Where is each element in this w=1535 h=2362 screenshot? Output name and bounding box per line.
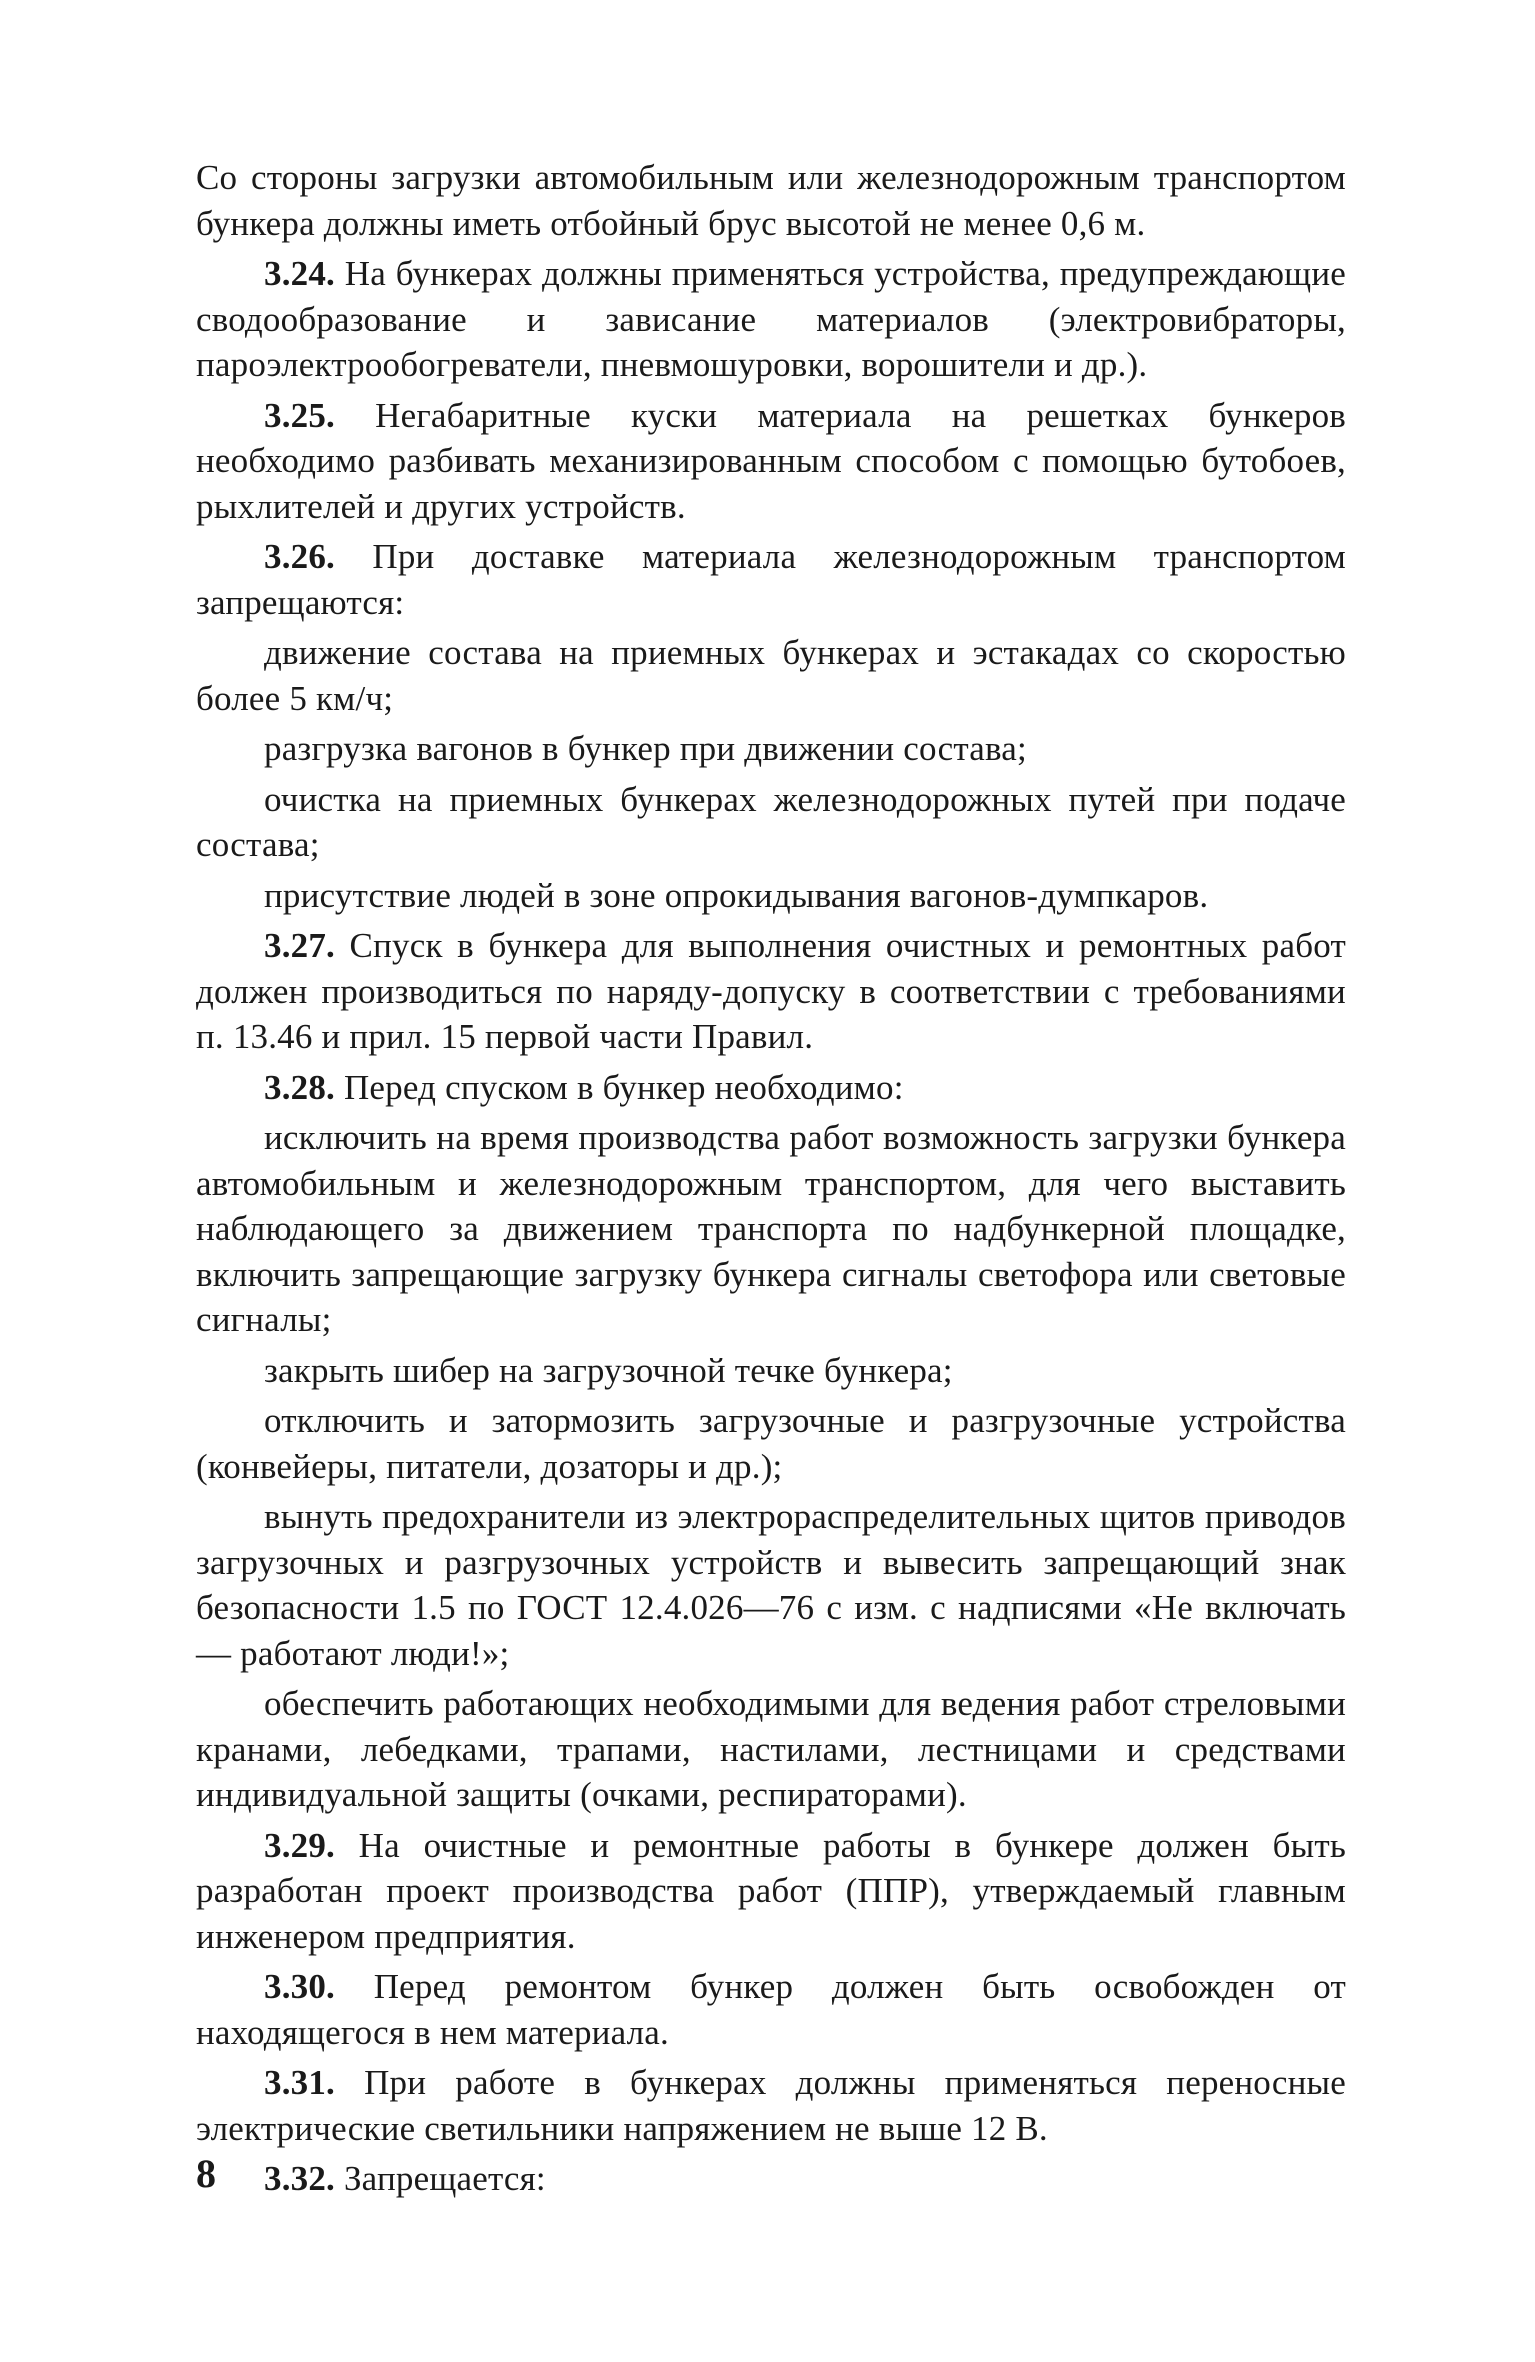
paragraph-3-24: 3.24. На бункерах должны применяться устройства, предупреждающие сводообразование и зависание материалов (электровибраторы, пароэлектрообогреватели, пневмошуровки, ворошители и др.). xyxy=(196,254,1346,384)
list-item-unloading-moving: разгрузка вагонов в бункер при движении состава; xyxy=(264,729,1027,768)
list-item-close-gate: закрыть шибер на загрузочной течке бункера; xyxy=(264,1350,953,1390)
list-item-exclude-loading: исключить на время производства работ возможность загрузки бункера автомобильным и железнодорожным транспортом, для чего выставить наблюдающего за движением транспорта по надбункерной площадке, включить запрещающие загрузку бункера сигналы светофора или световые сигналы; xyxy=(196,1118,1346,1339)
list-item-remove-fuses: вынуть предохранители из электрораспределительных щитов приводов загрузочных и разгрузочных устройств и вывесить запрещающий знак безопасности 1.5 по ГОСТ 12.4.026—76 с изм. с надписями «Не включать — работают люди!»; xyxy=(196,1497,1346,1673)
paragraph-3-25: 3.25. Негабаритные куски материала на решетках бункеров необходимо разбивать механизированным способом с помощью бутобоев, рыхлителей и других устройств. xyxy=(196,395,1346,526)
paragraph-3-31: 3.31. При работе в бункерах должны применяться переносные электрические светильники напряжением не выше 12 В. xyxy=(196,2063,1346,2148)
page-number: 8 xyxy=(196,2151,216,2196)
list-item-train-speed: движение состава на приемных бункерах и эстакадах со скоростью более 5 км/ч; xyxy=(196,633,1346,718)
paragraph-3-30: 3.30. Перед ремонтом бункер должен быть освобожден от находящегося в нем материала. xyxy=(196,1967,1346,2052)
list-item-track-cleaning: очистка на приемных бункерах железнодорожных путей при подаче состава; xyxy=(196,779,1346,864)
paragraph-3-26: 3.26. При доставке материала железнодорожным транспортом запрещаются: xyxy=(196,537,1346,622)
list-item-disable-devices: отключить и затормозить загрузочные и разгрузочные устройства (конвейеры, питатели, дозаторы и др.); xyxy=(196,1401,1346,1486)
page-body xyxy=(196,155,1346,2207)
paragraph-3-32: 3.32. Запрещается: xyxy=(264,2159,546,2198)
paragraph-3-28: 3.28. Перед спуском в бункер необходимо: xyxy=(264,1067,904,1107)
paragraph-3-29: 3.29. На очистные и ремонтные работы в бункере должен быть разработан проект производства работ (ППР), утверждаемый главным инженером предприятия. xyxy=(196,1825,1346,1956)
paragraph-3-27: 3.27. Спуск в бункера для выполнения очистных и ремонтных работ должен производиться по наряду-допуску в соответствии с требованиями п. 13.46 и прил. 15 первой части Правил. xyxy=(196,926,1346,1056)
list-item-provide-equipment: обеспечить работающих необходимыми для ведения работ стреловыми кранами, лебедками, трапами, настилами, лестницами и средствами индивидуальной защиты (очками, респираторами). xyxy=(196,1684,1346,1814)
list-item-people-tipping-zone: присутствие людей в зоне опрокидывания вагонов-думпкаров. xyxy=(264,875,1209,915)
paragraph-loading-side-beam: Со стороны загрузки автомобильным или железнодорожным транспортом бункера должны иметь отбойный брус высотой не менее 0,6 м. xyxy=(196,158,1346,243)
